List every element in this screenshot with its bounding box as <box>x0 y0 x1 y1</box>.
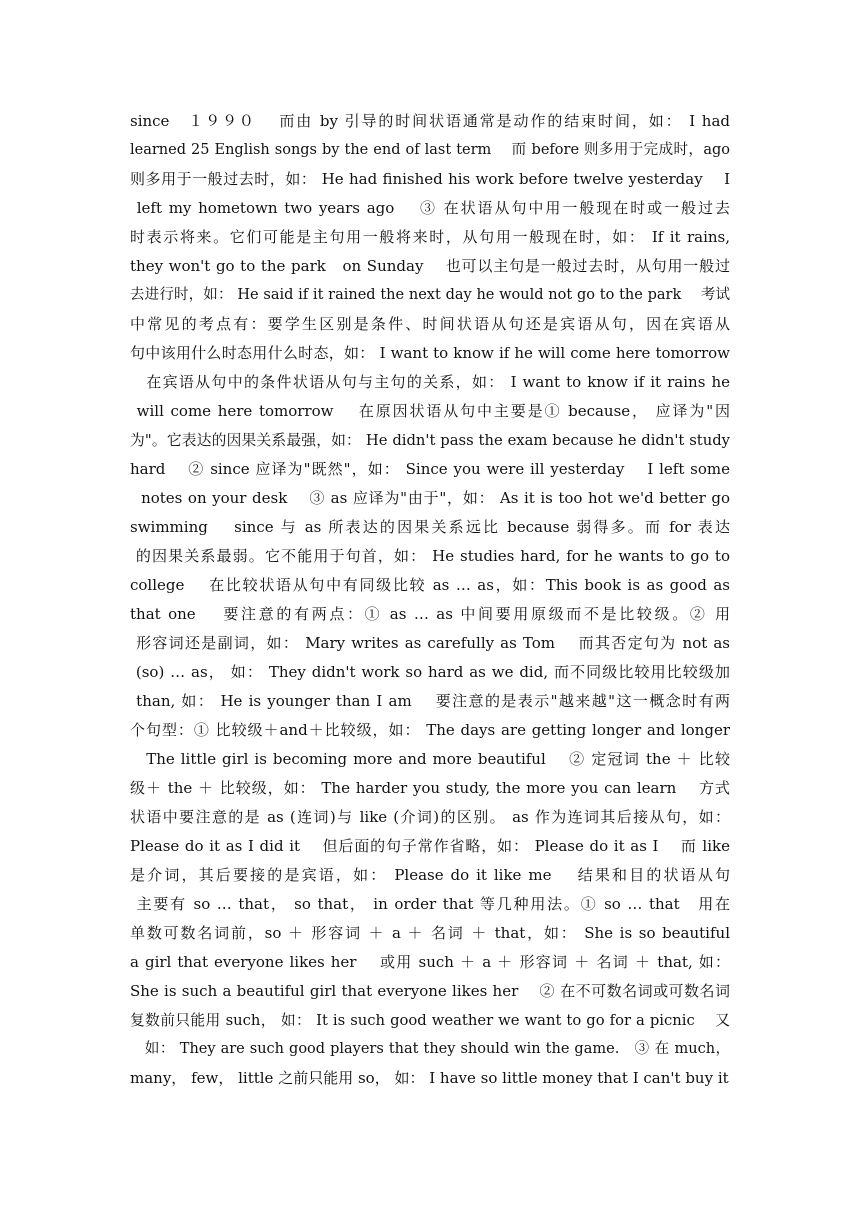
text-line: 的因果关系最弱。它不能用于句首，如： He studies hard, for he wants to go to <box>130 547 730 565</box>
text-line: 级＋ the ＋ 比较级，如： The harder you study, the more you can learn 方式 <box>130 779 730 797</box>
text-line: notes on your desk ③ as 应译为"由于"，如： As it is too hot we'd better go <box>130 489 730 507</box>
text-line: 主要有 so … that， so that， in order that 等几种用法。① so … that 用在 <box>130 895 730 913</box>
text-line: than, 如： He is younger than I am 要注意的是表示"越来越"这一概念时有两 <box>130 692 730 710</box>
text-line: 如： They are such good players that they should win the game. ③ 在 much， <box>130 1041 730 1057</box>
text-line: since １９９０ 而由 by 引导的时间状语通常是动作的结束时间，如： I had <box>130 112 730 130</box>
text-line: will come here tomorrow 在原因状语从句中主要是① because， 应译为"因 <box>130 402 730 420</box>
text-line: 是介词，其后要接的是宾语，如： Please do it like me 结果和目的状语从句 <box>130 866 730 884</box>
text-line: 中常见的考点有：要学生区别是条件、时间状语从句还是宾语从句，因在宾语从 <box>130 315 730 333</box>
text-line: many， few， little 之前只能用 so， 如： I have so little money that I can't buy it <box>130 1069 729 1087</box>
text-line: 为"。它表达的因果关系最强，如： He didn't pass the exam because he didn't study <box>130 432 730 449</box>
text-line: 状语中要注意的是 as (连词)与 like (介词)的区别。 as 作为连词其后接从句，如： <box>130 808 730 826</box>
text-line: 复数前只能用 such， 如： It is such good weather we want to go for a picnic 又 <box>130 1012 730 1029</box>
text-line: (so) … as， 如： They didn't work so hard as we did, 而不同级比较用比较级加 <box>130 663 730 681</box>
text-line: 单数可数名词前，so ＋ 形容词 ＋ a ＋ 名词 ＋ that，如： She is so beautiful <box>130 924 730 942</box>
text-line: The little girl is becoming more and more beautiful ② 定冠词 the ＋ 比较 <box>130 750 730 768</box>
text-line: hard ② since 应译为"既然"，如： Since you were ill yesterday I left some <box>130 460 730 478</box>
text-line: a girl that everyone likes her 或用 such ＋ a ＋ 形容词 ＋ 名词 ＋ that, 如： <box>130 953 730 971</box>
text-line: She is such a beautiful girl that everyone likes her ② 在不可数名词或可数名词 <box>130 982 730 1000</box>
text-line: 形容词还是副词，如： Mary writes as carefully as Tom 而其否定句为 not as <box>130 634 730 652</box>
text-line: left my hometown two years ago ③ 在状语从句中用一般现在时或一般过去 <box>130 199 730 217</box>
text-line: 句中该用什么时态用什么时态，如： I want to know if he will come here tomorrow <box>130 344 730 362</box>
text-line: learned 25 English songs by the end of last term 而 before 则多用于完成时，ago <box>130 142 730 158</box>
text-line: 则多用于一般过去时，如： He had finished his work before twelve yesterday I <box>130 170 730 188</box>
text-line: 时表示将来。它们可能是主句用一般将来时，从句用一般现在时，如： If it rains, <box>130 228 730 246</box>
text-line: college 在比较状语从句中有同级比较 as … as，如：This book is as good as <box>130 576 730 594</box>
body-text <box>130 107 730 1093</box>
text-line: they won't go to the park on Sunday 也可以主句是一般过去时，从句用一般过 <box>130 257 730 275</box>
text-line: 在宾语从句中的条件状语从句与主句的关系，如： I want to know if it rains he <box>130 373 730 391</box>
text-line: 去进行时，如： He said if it rained the next day he would not go to the park 考试 <box>130 287 730 303</box>
text-line: 个句型：① 比较级＋and＋比较级，如： The days are getting longer and longer <box>130 721 730 739</box>
text-line: swimming since 与 as 所表达的因果关系远比 because 弱得多。而 for 表达 <box>130 518 730 536</box>
text-line: that one 要注意的有两点：① as … as 中间要用原级而不是比较级。② 用 <box>130 605 730 623</box>
text-line: Please do it as I did it 但后面的句子常作省略，如： Please do it as I 而 like <box>130 837 730 855</box>
